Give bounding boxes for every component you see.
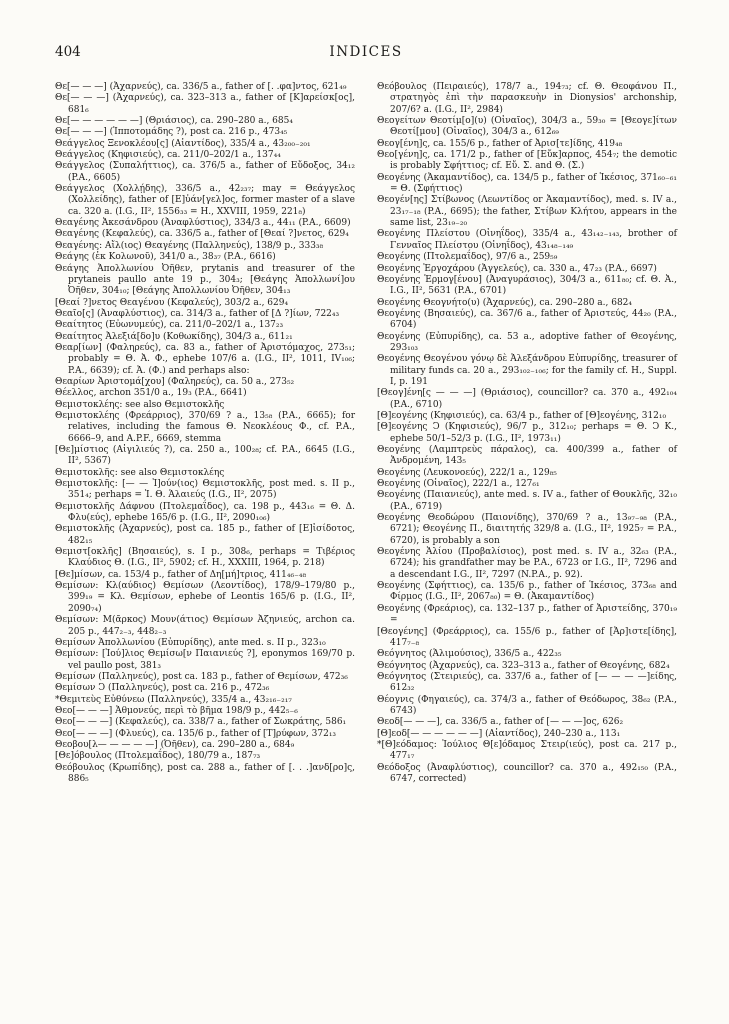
index-entry: [Θε]μίστιος (Αἰγιλιεύς ?), ca. 250 a., 100₂₈; cf. P.A., 6645 (I.G., II², 5367) — [55, 445, 355, 467]
index-entry: Θεάγγελος (Συπαλήττιος), ca. 376/5 a., father of Εὔδοξος, 34₁₂ (P.A., 6605) — [55, 161, 355, 183]
index-entry: Θεμιστοκλέης (Φρεάρριος), 370/69 ? a., 13₅₈ (P.A., 6665); for relatives, including the famous Θ. Νεοκλέους Φ., cf. P.A., 6666–9, and A.P.F., 6669, stemma — [55, 410, 355, 444]
index-entry: Θεαγένης (Κεφαλεύς), ca. 336/5 a., father of [Θεαί ?]νετος, 629₄ — [55, 229, 349, 240]
index-entry: Θεμιστοκλῆς: [— — Ἰ]ούν(ιος) Θεμιστοκλῆς, post med. s. II p., 351₄; perhaps = Ἰ. Θ. Ἁλαιεύς (I.G., II², 2075) — [55, 479, 355, 501]
index-entry: *Θεμιτεὺς Εὐθύνεω (Παλληνεύς), 335/4 a., 43₂₁₆₋₂₁₇ — [55, 694, 292, 705]
index-entry: Θεόδοξος (Ἀναφλύστιος), councillor? ca. 370 a., 492₁₅₀ (P.A., 6747, corrected) — [377, 762, 677, 784]
index-entry: Θε[— — —] (Ἀχαρνεύς), ca. 323–313 a., father of [Κ]αρείσκ[ος], 681₆ — [55, 93, 355, 115]
index-entry: Θεάγγελος (Κηφισιεύς), ca. 211/0–202/1 a., 137₄₄ — [55, 150, 281, 161]
index-entry: Θεάγης Ἀπολλωνίου Ὀῆθεν, prytanis and treasurer of the prytaneis paullo ante 19 p., 304₃; [Θεάγης Ἀπολλωνί]ου Ὀῆθεν, 304₁₀; [Θεάγης Ἀπολλωνίου Ὀῆθεν, 304₁₃ — [55, 263, 355, 297]
index-entry: Θεόγνητος (Ἁλιμούσιος), 336/5 a., 422₃₅ — [377, 649, 562, 660]
index-entry: [Θεογ]ένη[ς — — —] (Θριάσιος), councillor? ca. 370 a., 492₁₀₄ (P.A., 6710) — [377, 388, 677, 410]
index-entry: Θεμίσων (Παλληνεύς), post ca. 183 p., father of Θεμίσων, 472₃₆ — [55, 671, 348, 682]
index-entry: [Θ]εογένης (Κηφισιεύς), ca. 63/4 p., father of [Θ]εογένης, 312₁₀ — [377, 410, 667, 421]
index-entry: *[Θ]εόδαμος: Ἰούλιος Θ[ε]όδαμος Στειρ(ιεύς), post ca. 217 p., 477₁₇ — [377, 739, 677, 762]
index-entry: Θεογένης (Εὐπυρίδης), ca. 53 a., adoptive father of Θεογένης, 293₁₀₃ — [377, 331, 677, 353]
index-entry: Θεόγνητος (Ἀχαρνεύς), ca. 323–313 a., father of Θεογένης, 682₄ — [377, 660, 670, 671]
index-entry: Θεμιστοκλῆς Δάφνου (Πτολεμαΐδος), ca. 198 p., 443₁₆ = Θ. Δ. Φλυ(εύς), ephebe 165/6 p. (I.G., II², 2090₁₀₆) — [55, 501, 355, 524]
index-entry: Θεμιστοκλέης: see also Θεμιστοκλῆς — [55, 399, 225, 410]
index-entry: Θεο[γένη]ς, ca. 171/2 p., father of [Εὔκ]αρπος, 454₇; the demotic is probably Σφήττιος; cf. Εὔ. Σ. and Θ. (Σ.) — [377, 150, 677, 172]
index-entry: Θεαρ[ίων] (Φαληρεύς), ca. 83 a., father of Ἀριστόμαχος, 273₅₁; probably = Θ. Ἀ. Φ., ephebe 107/6 a. (I.G., II², 1011, IV₁₀₆; P.A., 6639); cf. Ἀ. (Φ.) and perhaps also: — [55, 342, 355, 376]
index-entry: Θεογένης (Οἰναῖος), 222/1 a., 127₆₁ — [377, 479, 540, 490]
index-entry: Θεμιστοκλῆς (Ἀχαρνεύς), post ca. 185 p., father of [Ε]ἰσίδοτος, 482₁₅ — [55, 524, 355, 546]
index-entry: Θεογείτων Θεοτίμ[ο](υ) (Οἰναῖος), 304/3 a., 59₃₀ = [Θεογε]ίτων Θεοτί[μου] (Οἰναῖος), 304/3 a., 612₆₉ — [377, 116, 677, 138]
index-entry: Θεογένης (Φρεάριος), ca. 132–137 p., father of Ἀριστείδης, 370₁₉ = — [377, 603, 677, 626]
index-column-left — [55, 82, 355, 785]
index-body — [55, 82, 677, 785]
index-entry: Θε[— — — — — —] (Θριάσιος), ca. 290–280 a., 685₄ — [55, 116, 293, 127]
index-entry: Θεαίτητος (Εὐωνυμεύς), ca. 211/0–202/1 a., 137₂₃ — [55, 320, 284, 331]
index-entry: Θεάγγελος Ξενοκλέου[ς] (Αἰαντίδος), 335/4 a., 43₂₀₀₋₂₀₁ — [55, 138, 311, 149]
index-entry: [Θε]μίσων, ca. 153/4 p., father of Δη[μή]τριος, 411₄₆₋₄₈ — [55, 569, 307, 580]
index-entry: Θεογένης Θεογνήτο(υ) (Ἀχαρνεύς), ca. 290–280 a., 682₄ — [377, 297, 633, 308]
index-entry: [Θ]εοδ[— — — — — —] (Αἰαντίδος), 240–230 a., 113₁ — [377, 728, 621, 739]
index-entry: Θεαγένης Ἀκεσάνδρου (Ἀναφλύστιος), 334/3 a., 44₁₁ (P.A., 6609) — [55, 218, 351, 229]
index-entry: [Θεογένης] (Φρεάρριος), ca. 155/6 p., father of [Ἀρ]ιστε[ίδης], 417₇₋₈ — [377, 626, 677, 648]
index-entry: Θεόβουλος (Πειραιεύς), 178/7 a., 194₇₃; cf. Θ. Θεοφάνου Π., στρατηγὸς ἐπὶ τὴν παρασκευὴν in Dionysios' archonship, 207/6? a. (I.G., II², 2984) — [377, 82, 677, 115]
index-entry: Θεογένης Θεοδώρου (Παιονίδης), 370/69 ? a., 13₉₇₋₉₈ (P.A., 6721); Θεογένης Π., διαιτητής 329/8 a. (I.G., II², 1925₇ = P.A., 6720), is probably a son — [377, 513, 677, 546]
index-entry: Θέογνις (Φηγαιεύς), ca. 374/3 a., father of Θεόδωρος, 38₆₂ (P.A., 6743) — [377, 694, 677, 716]
index-entry: Θεογ[ένη]ς, ca. 155/6 p., father of Ἀρισ[τε]ίδης, 419₄₈ — [377, 138, 623, 149]
index-entry: Θεο[— — —] (Κεφαλεύς), ca. 338/7 a., father of Σωκράτης, 586₁ — [55, 717, 347, 728]
index-entry: Θεο[— — —] (Φλυεύς), ca. 135/6 p., father of [Τ]ρύφων, 372₁₃ — [55, 728, 337, 739]
index-entry: Θε[— — —] (Ἀχαρνεύς), ca. 336/5 a., father of [. .φα]ντος, 621₄₉ — [55, 82, 347, 92]
index-column-right — [377, 82, 677, 785]
index-entry: Θεαίτητος Ἀλεξιά[δο]υ (Κοθωκίδης), 304/3 a., 611₂₁ — [55, 331, 293, 342]
index-entry: Θεογένης (Πτολεμαΐδος), 97/6 a., 259₅₉ — [377, 252, 558, 263]
index-entry: Θεογένης (Βησαιεύς), ca. 367/6 a., father of Ἀριστεύς, 44₂₀ (P.A., 6704) — [377, 308, 677, 331]
index-entry: Θεογένης (Ἀκαμαντίδος), ca. 134/5 p., father of Ἱκέσιος, 371₆₀₋₆₁ = Θ. (Σφήττιος) — [377, 172, 677, 195]
index-entry: Θεόβουλος (Κρωπίδης), post ca. 288 a., father of [. . .]ανδ[ρο]ς, 886₅ — [55, 762, 355, 784]
index-entry: Θεαρίων Ἀριστομά[χου] (Φαληρεύς), ca. 50 a., 273₅₂ — [55, 376, 295, 387]
index-entry: [Θεαί ?]νετος Θεαγένου (Κεφαλεύς), 303/2 a., 629₄ — [55, 297, 289, 308]
index-entry: Θεόγνητος (Στειριεύς), ca. 337/6 a., father of [— — — —]είδης, 612₃₂ — [377, 671, 677, 694]
index-entry: Θεογένης Ἑρμογ[ένου] (Ἀναγυράσιος), 304/3 a., 611₈₀; cf. Θ. Ἀ., I.G., II², 5631 (P.A., 6701) — [377, 274, 677, 297]
index-entry: Θεμίσων: Μ(ᾶρκος) Μουν(άτιος) Θεμίσων Ἀζηνιεύς, archon ca. 205 p., 447₂₋₃, 448₂₋₃ — [55, 615, 355, 637]
index-entry: Θεογέν[ης] Στίβωνος (Λεωντίδος or Ἀκαμαντίδος), med. s. IV a., 23₁₇₋₁₈ (P.A., 6695); the father, Στίβων Κλήτου, appears in the same list, 23₁₉₋₂₀ — [377, 195, 677, 229]
index-entry: Θεμίσων Ͻ (Παλληνεύς), post ca. 216 p., 472₃₆ — [55, 683, 270, 694]
index-entry: Θεμιστοκλῆς: see also Θεμιστοκλέης — [55, 467, 225, 478]
page-title: INDICES — [329, 44, 403, 60]
index-entry: [Θ]εογένης Ͻ (Κηφισιεύς), 96/7 p., 312₁₀; perhaps = Θ. Ͻ Κ., ephebe 50/1–52/3 p. (I.G., II², 1973₁₁) — [377, 422, 677, 444]
index-entry: Θεμίσων: Κλ(αύδιος) Θεμίσων (Λεοντίδος), 178/9–179/80 p., 399₁₉ = Κλ. Θεμίσων, ephebe of Leontis 165/6 p. (I.G., II², 2090₇₄) — [55, 581, 355, 614]
index-entry: Θεαῖο[ς] (Ἀναφλύστιος), ca. 314/3 a., father of [Δ ?]ίων, 722₄₃ — [55, 308, 340, 319]
index-entry: Θε[— — —] (Ἱπποτομάδης ?), post ca. 216 p., 473₄₅ — [55, 127, 288, 138]
index-entry: Θεμιστ[οκλῆς] (Βησαιεύς), s. I p., 308₆, perhaps = Τιβέριος Κλαύδιος Θ. (I.G., II², 5902; cf. H., XXXIII, 1964, p. 218) — [55, 547, 355, 569]
index-entry: Θεο[— — —] Ἀθμονεύς, περὶ τὸ βῆμα 198/9 p., 442₅₋₆ — [55, 705, 298, 716]
index-entry: Θεοβου[λ— — — — —] (Ὀῆθεν), ca. 290–280 a., 684₉ — [55, 739, 295, 750]
index-entry: Θεογένης (Λαμπτρεὺς πάραλος), ca. 400/399 a., father of Ἀνδρομένη, 143₅ — [377, 445, 677, 467]
index-entry: Θεογένης Ἁλίου (Προβαλίσιος), post med. s. IV a., 32₆₃ (P.A., 6724); his grandfather may be P.A., 6723 or I.G., II², 7296 and a descendant I.G., II², 7297 (N.P.A., p. 92). — [377, 547, 677, 580]
index-entry: Θεογένης (Λευκονοεύς), 222/1 a., 129₈₅ — [377, 467, 557, 478]
index-entry: Θεμίσων Ἀπολλωνίου (Εὐπυρίδης), ante med. s. II p., 323₁₀ — [55, 637, 326, 648]
index-entry: Θεογένης Ἐργοχάρου (Ἀγγελεύς), ca. 330 a., 47₂₃ (P.A., 6697) — [377, 263, 657, 274]
index-entry: Θεογένης (Σφήττιος), ca. 135/6 p., father of Ἱκέσιος, 373₆₈ and Φίρμος (I.G., II², 2067₈₀) = Θ. (Ἀκαμαντίδος) — [377, 581, 677, 603]
page-header — [55, 44, 677, 66]
index-entry: Θέελλος, archon 351/0 a., 19₃ (P.A., 6641) — [55, 388, 247, 399]
index-entry: Θεάγης (ἐκ Κολωνοῦ), 341/0 a., 38₃₇ (P.A., 6616) — [55, 252, 276, 263]
index-entry: [Θε]όβουλος (Πτολεμαΐδος), 180/79 a., 187₇₃ — [55, 751, 261, 762]
index-entry: Θεογένης Θεογένου γόνῳ δὲ Ἀλεξάνδρου Εὐπυρίδης, treasurer of military funds ca. 20 a., 293₁₀₂₋₁₀₆; for the family cf. H., Suppl. I, p. 191 — [377, 354, 677, 387]
index-entry: Θεαγένης: Αἴλ(ιος) Θεαγένης (Παλληνεύς), 138/9 p., 333₃₈ — [55, 240, 324, 251]
page-number: 404 — [55, 44, 81, 60]
index-entry: Θεμίσων: [Ἰού]λιος Θεμίσω[ν Παιανιεύς ?], eponymos 169/70 p. vel paullo post, 381₃ — [55, 649, 355, 671]
index-entry: Θεογένης Πλείστου (Οἰνηΐδος), 335/4 a., 43₁₄₂₋₁₄₃, brother of Γενναῖος Πλείστου (Οἰνηΐδος), 43₁₄₈₋₁₄₉ — [377, 229, 677, 251]
index-entry: Θεοδ[— — —], ca. 336/5 a., father of [— — —]ος, 626₂ — [377, 717, 624, 728]
index-entry: Θεογένης (Παιανιεύς), ante med. s. IV a., father of Θουκλῆς, 32₁₀ (P.A., 6719) — [377, 490, 677, 512]
index-entry: Θεάγγελος (Χολλῄδης), 336/5 a., 42₂₃₇; may = Θεάγγελος (Χολλείδης), father of [Ε]ὐάν[γελ]ος, former master of a slave ca. 320 a. (I.G., II², 1556₃₃ = H., XXVIII, 1959, 221₈) — [55, 184, 355, 217]
